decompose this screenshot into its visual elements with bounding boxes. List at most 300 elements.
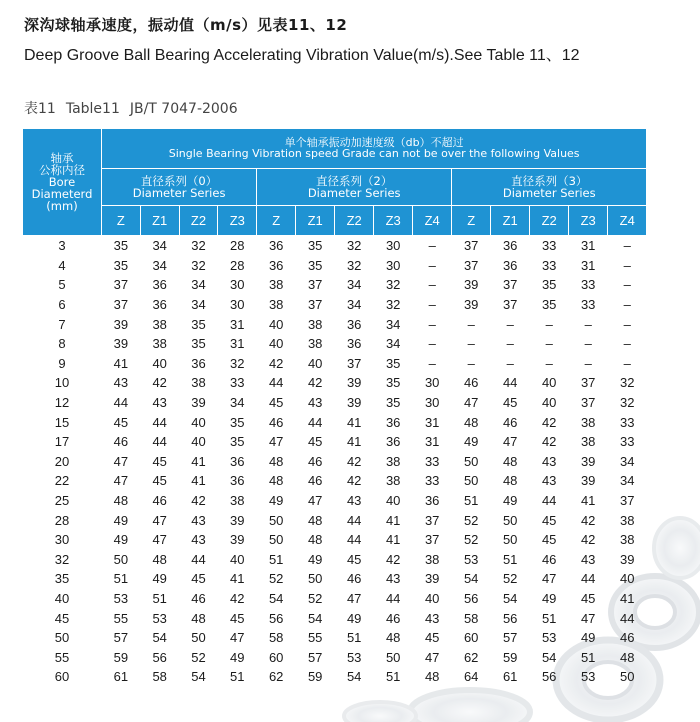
vibration-value-cell: 42 bbox=[191, 493, 206, 509]
vibration-value-cell: 46 bbox=[307, 473, 323, 489]
vibration-value-cell: 38 bbox=[385, 453, 401, 469]
vibration-value-cell: 49 bbox=[268, 493, 284, 509]
vibration-value-cell: 34 bbox=[346, 297, 362, 313]
vibration-value-cell: 32 bbox=[620, 395, 635, 411]
vibration-value-cell: 54 bbox=[191, 669, 206, 685]
table-row bbox=[23, 471, 647, 491]
series-header-cn: 直径系列（2） bbox=[316, 174, 393, 189]
vibration-value-cell: 42 bbox=[541, 414, 557, 430]
vibration-value-cell: 51 bbox=[541, 610, 557, 626]
vibration-value-cell: 45 bbox=[346, 551, 362, 567]
vibration-value-cell: 50 bbox=[191, 630, 206, 646]
bore-diameter-cell: 4 bbox=[58, 257, 66, 273]
vibration-value-cell: 45 bbox=[152, 453, 167, 469]
vibration-value-cell: 45 bbox=[541, 512, 557, 528]
vibration-value-cell: 30 bbox=[424, 375, 440, 391]
vibration-value-cell: 43 bbox=[191, 512, 206, 528]
vibration-value-cell: 55 bbox=[307, 630, 323, 646]
bore-diameter-cell: 10 bbox=[54, 375, 70, 391]
vibration-header-en: Single Bearing Vibration speed Grade can not be over the following Values bbox=[168, 147, 580, 161]
vibration-value-cell: 60 bbox=[463, 630, 479, 646]
table-row bbox=[23, 412, 647, 432]
vibration-value-cell: 40 bbox=[268, 336, 284, 352]
vibration-value-cell: 32 bbox=[191, 238, 206, 254]
vibration-value-cell: 40 bbox=[307, 355, 323, 371]
vibration-value-cell: 44 bbox=[152, 434, 167, 450]
vibration-value-cell: – bbox=[428, 297, 436, 313]
vibration-value-cell: 38 bbox=[152, 316, 167, 332]
vibration-value-cell: 39 bbox=[580, 453, 596, 469]
table-row bbox=[23, 393, 647, 413]
vibration-value-cell: – bbox=[467, 336, 475, 352]
vibration-value-cell: 31 bbox=[424, 434, 440, 450]
vibration-value-cell: 40 bbox=[191, 414, 206, 430]
vibration-value-cell: 49 bbox=[307, 551, 323, 567]
series-2-header bbox=[257, 168, 452, 206]
vibration-value-cell: 43 bbox=[385, 571, 401, 587]
vibration-value-cell: 35 bbox=[541, 277, 557, 293]
vibration-value-cell: 61 bbox=[502, 669, 518, 685]
vibration-value-cell: 40 bbox=[541, 375, 557, 391]
vibration-value-cell: 50 bbox=[268, 532, 284, 548]
vibration-value-cell: 51 bbox=[152, 590, 167, 606]
bore-diameter-cell: 15 bbox=[54, 414, 70, 430]
vibration-value-cell: 51 bbox=[580, 649, 596, 665]
bore-header-line: Diameterd bbox=[31, 187, 93, 202]
vibration-value-cell: 43 bbox=[541, 453, 557, 469]
vibration-value-cell: 54 bbox=[346, 669, 362, 685]
vibration-value-cell: 38 bbox=[152, 336, 167, 352]
vibration-value-cell: 30 bbox=[385, 238, 401, 254]
vibration-value-cell: 35 bbox=[191, 336, 206, 352]
vibration-value-cell: – bbox=[506, 355, 514, 371]
vibration-value-cell: 34 bbox=[385, 316, 401, 332]
vibration-value-cell: 43 bbox=[541, 473, 557, 489]
vibration-value-cell: 37 bbox=[424, 512, 440, 528]
vibration-value-cell: 52 bbox=[307, 590, 323, 606]
vibration-value-cell: – bbox=[545, 316, 553, 332]
vibration-value-cell: 30 bbox=[230, 297, 245, 313]
vibration-value-cell: 50 bbox=[113, 551, 129, 567]
vibration-value-cell: 43 bbox=[113, 375, 129, 391]
vibration-value-cell: – bbox=[623, 297, 631, 313]
vibration-value-cell: 51 bbox=[385, 669, 401, 685]
vibration-value-cell: 39 bbox=[463, 297, 479, 313]
column-header: Z2 bbox=[530, 206, 569, 236]
vibration-value-cell: 34 bbox=[152, 257, 167, 273]
vibration-value-cell: 49 bbox=[463, 434, 479, 450]
vibration-value-cell: 42 bbox=[230, 590, 245, 606]
vibration-value-cell: 56 bbox=[541, 669, 557, 685]
vibration-value-cell: 40 bbox=[385, 493, 401, 509]
vibration-value-cell: – bbox=[623, 238, 631, 254]
vibration-value-cell: 37 bbox=[620, 493, 635, 509]
vibration-value-cell: 48 bbox=[113, 493, 129, 509]
vibration-value-cell: 39 bbox=[346, 375, 362, 391]
bore-diameter-cell: 55 bbox=[54, 649, 70, 665]
vibration-value-cell: 40 bbox=[541, 395, 557, 411]
vibration-value-cell: 41 bbox=[191, 453, 206, 469]
vibration-value-cell: 45 bbox=[541, 532, 557, 548]
vibration-value-cell: 35 bbox=[230, 414, 245, 430]
vibration-value-cell: – bbox=[428, 238, 436, 254]
vibration-value-cell: 32 bbox=[385, 297, 401, 313]
vibration-value-cell: 36 bbox=[424, 493, 440, 509]
vibration-value-cell: – bbox=[623, 355, 631, 371]
vibration-value-cell: 49 bbox=[541, 590, 557, 606]
vibration-value-cell: 64 bbox=[463, 669, 479, 685]
table-caption bbox=[24, 98, 248, 118]
vibration-value-cell: 35 bbox=[230, 434, 245, 450]
vibration-value-cell: 45 bbox=[424, 630, 440, 646]
vibration-value-cell: 33 bbox=[424, 453, 440, 469]
vibration-value-cell: 59 bbox=[113, 649, 129, 665]
vibration-value-cell: 42 bbox=[346, 453, 362, 469]
vibration-value-cell: 41 bbox=[113, 355, 129, 371]
bore-diameter-cell: 3 bbox=[58, 238, 66, 254]
vibration-value-cell: 39 bbox=[580, 473, 596, 489]
vibration-value-cell: 48 bbox=[268, 473, 284, 489]
vibration-value-cell: 50 bbox=[463, 453, 479, 469]
vibration-value-cell: 38 bbox=[580, 434, 596, 450]
vibration-value-cell: 54 bbox=[502, 590, 518, 606]
vibration-value-cell: 48 bbox=[191, 610, 206, 626]
vibration-value-cell: 43 bbox=[152, 395, 167, 411]
vibration-value-cell: 37 bbox=[502, 277, 518, 293]
bore-diameter-cell: 45 bbox=[54, 610, 70, 626]
vibration-value-cell: – bbox=[467, 355, 475, 371]
table-row bbox=[23, 236, 647, 256]
vibration-value-cell: 42 bbox=[580, 512, 596, 528]
vibration-grade-header bbox=[102, 129, 647, 169]
vibration-value-cell: – bbox=[428, 355, 436, 371]
vibration-value-cell: 46 bbox=[463, 375, 479, 391]
vibration-value-cell: 38 bbox=[580, 414, 596, 430]
vibration-value-cell: 40 bbox=[191, 434, 206, 450]
vibration-value-cell: 56 bbox=[152, 649, 167, 665]
bore-diameter-cell: 5 bbox=[58, 277, 66, 293]
vibration-value-cell: 34 bbox=[346, 277, 362, 293]
vibration-value-cell: 59 bbox=[502, 649, 518, 665]
series-header-cn: 直径系列（3） bbox=[511, 174, 588, 189]
column-header: Z bbox=[102, 206, 141, 236]
vibration-value-cell: 48 bbox=[385, 630, 401, 646]
table-row bbox=[23, 432, 647, 452]
vibration-value-cell: 36 bbox=[385, 414, 401, 430]
vibration-value-cell: 57 bbox=[307, 649, 323, 665]
vibration-value-cell: – bbox=[623, 277, 631, 293]
vibration-value-cell: – bbox=[623, 316, 631, 332]
vibration-value-cell: 44 bbox=[502, 375, 518, 391]
table-row bbox=[23, 647, 647, 667]
vibration-value-cell: 41 bbox=[230, 571, 245, 587]
vibration-value-cell: 37 bbox=[307, 297, 323, 313]
vibration-value-cell: 47 bbox=[152, 532, 167, 548]
vibration-value-cell: 49 bbox=[152, 571, 167, 587]
vibration-value-cell: 44 bbox=[346, 532, 362, 548]
table-row bbox=[23, 275, 647, 295]
vibration-value-cell: 34 bbox=[620, 473, 635, 489]
vibration-value-cell: 41 bbox=[385, 532, 401, 548]
column-header: Z3 bbox=[374, 206, 413, 236]
vibration-value-cell: 49 bbox=[113, 512, 129, 528]
vibration-value-cell: 35 bbox=[307, 238, 323, 254]
vibration-value-cell: 39 bbox=[424, 571, 440, 587]
vibration-value-cell: 54 bbox=[541, 649, 557, 665]
vibration-value-cell: 42 bbox=[580, 532, 596, 548]
vibration-value-cell: 36 bbox=[346, 316, 362, 332]
vibration-value-cell: 45 bbox=[113, 414, 129, 430]
vibration-value-cell: – bbox=[623, 257, 631, 273]
vibration-value-cell: 40 bbox=[424, 590, 440, 606]
vibration-value-cell: 37 bbox=[463, 257, 479, 273]
vibration-value-cell: 36 bbox=[152, 297, 167, 313]
vibration-value-cell: 44 bbox=[346, 512, 362, 528]
vibration-value-cell: 47 bbox=[502, 434, 518, 450]
vibration-value-cell: 45 bbox=[152, 473, 167, 489]
table-row bbox=[23, 373, 647, 393]
column-header: Z4 bbox=[608, 206, 647, 236]
bore-header-line: Bore bbox=[48, 174, 76, 189]
vibration-value-cell: 35 bbox=[191, 316, 206, 332]
table-row bbox=[23, 569, 647, 589]
vibration-value-cell: 38 bbox=[230, 493, 245, 509]
table-row bbox=[23, 608, 647, 628]
vibration-value-cell: 59 bbox=[307, 669, 323, 685]
vibration-value-cell: 37 bbox=[580, 395, 596, 411]
column-header: Z1 bbox=[296, 206, 335, 236]
vibration-value-cell: 57 bbox=[113, 630, 129, 646]
vibration-value-cell: 35 bbox=[385, 395, 401, 411]
vibration-value-cell: 35 bbox=[385, 355, 401, 371]
vibration-value-cell: 54 bbox=[463, 571, 479, 587]
vibration-value-cell: 36 bbox=[268, 238, 284, 254]
vibration-value-cell: 44 bbox=[541, 493, 557, 509]
vibration-value-cell: – bbox=[584, 336, 592, 352]
page-title-cn: 深沟球轴承速度，振动值（m/s）见表11、12 bbox=[24, 16, 348, 34]
vibration-value-cell: 47 bbox=[113, 453, 129, 469]
bore-header-line: 轴承 bbox=[50, 150, 74, 165]
bore-header-line: (mm) bbox=[46, 199, 78, 214]
column-header: Z bbox=[452, 206, 491, 236]
vibration-value-cell: 48 bbox=[502, 453, 518, 469]
vibration-value-cell: 36 bbox=[268, 257, 284, 273]
vibration-value-cell: 42 bbox=[541, 434, 557, 450]
table-row bbox=[23, 334, 647, 354]
vibration-value-cell: 49 bbox=[580, 630, 596, 646]
vibration-value-cell: 49 bbox=[502, 493, 518, 509]
vibration-value-cell: 40 bbox=[230, 551, 245, 567]
vibration-value-cell: 51 bbox=[346, 630, 362, 646]
vibration-value-cell: 53 bbox=[580, 669, 596, 685]
vibration-value-cell: 46 bbox=[385, 610, 401, 626]
vibration-value-cell: 47 bbox=[268, 434, 284, 450]
vibration-value-cell: – bbox=[506, 316, 514, 332]
vibration-value-cell: 28 bbox=[230, 257, 245, 273]
vibration-value-cell: 45 bbox=[502, 395, 518, 411]
vibration-value-cell: 42 bbox=[346, 473, 362, 489]
vibration-value-cell: 34 bbox=[230, 395, 245, 411]
vibration-value-cell: 42 bbox=[268, 355, 284, 371]
vibration-value-cell: 41 bbox=[346, 414, 362, 430]
vibration-value-cell: 40 bbox=[620, 571, 635, 587]
vibration-value-cell: 44 bbox=[152, 414, 167, 430]
vibration-value-cell: 45 bbox=[268, 395, 284, 411]
vibration-value-cell: 34 bbox=[191, 297, 206, 313]
table-row bbox=[23, 589, 647, 609]
vibration-value-cell: 34 bbox=[385, 336, 401, 352]
vibration-value-cell: 45 bbox=[580, 590, 596, 606]
vibration-value-cell: 48 bbox=[463, 414, 479, 430]
vibration-value-cell: 48 bbox=[307, 512, 323, 528]
series-header-en: Diameter Series bbox=[132, 186, 226, 201]
bore-diameter-cell: 12 bbox=[54, 395, 70, 411]
vibration-value-cell: 46 bbox=[307, 453, 323, 469]
vibration-value-cell: 58 bbox=[268, 630, 284, 646]
vibration-value-cell: 50 bbox=[463, 473, 479, 489]
vibration-value-cell: 50 bbox=[268, 512, 284, 528]
vibration-value-cell: 57 bbox=[502, 630, 518, 646]
series-header-en: Diameter Series bbox=[307, 186, 401, 201]
table-row bbox=[23, 295, 647, 315]
vibration-value-cell: 49 bbox=[346, 610, 362, 626]
vibration-value-cell: 38 bbox=[620, 512, 635, 528]
vibration-value-cell: 53 bbox=[541, 630, 557, 646]
vibration-value-cell: 39 bbox=[113, 336, 129, 352]
vibration-value-cell: 47 bbox=[152, 512, 167, 528]
vibration-value-cell: 45 bbox=[230, 610, 245, 626]
vibration-value-cell: 44 bbox=[580, 571, 596, 587]
vibration-value-cell: 39 bbox=[620, 551, 635, 567]
vibration-value-cell: – bbox=[428, 277, 436, 293]
vibration-value-cell: 30 bbox=[230, 277, 245, 293]
vibration-value-cell: 62 bbox=[268, 669, 284, 685]
vibration-value-cell: 33 bbox=[580, 277, 596, 293]
vibration-value-cell: 34 bbox=[152, 238, 167, 254]
vibration-value-cell: 48 bbox=[424, 669, 440, 685]
vibration-value-cell: 53 bbox=[463, 551, 479, 567]
bore-diameter-cell: 35 bbox=[54, 571, 70, 587]
vibration-value-cell: 44 bbox=[268, 375, 284, 391]
vibration-value-cell: 42 bbox=[385, 551, 401, 567]
vibration-value-cell: 40 bbox=[152, 355, 167, 371]
vibration-value-cell: 33 bbox=[580, 297, 596, 313]
vibration-value-cell: 32 bbox=[620, 375, 635, 391]
bore-diameter-cell: 30 bbox=[54, 532, 70, 548]
vibration-value-cell: 48 bbox=[307, 532, 323, 548]
vibration-value-cell: 35 bbox=[113, 257, 129, 273]
table-body bbox=[23, 236, 647, 687]
vibration-value-cell: 35 bbox=[113, 238, 129, 254]
vibration-value-cell: 47 bbox=[346, 590, 362, 606]
vibration-value-cell: – bbox=[506, 336, 514, 352]
table-row bbox=[23, 510, 647, 530]
vibration-value-cell: 33 bbox=[424, 473, 440, 489]
column-header: Z2 bbox=[179, 206, 218, 236]
vibration-value-cell: 51 bbox=[502, 551, 518, 567]
vibration-value-cell: 39 bbox=[463, 277, 479, 293]
vibration-value-cell: 41 bbox=[191, 473, 206, 489]
vibration-value-cell: 37 bbox=[502, 297, 518, 313]
bore-diameter-cell: 32 bbox=[54, 551, 70, 567]
vibration-value-cell: 49 bbox=[113, 532, 129, 548]
table-row bbox=[23, 354, 647, 374]
bore-diameter-cell: 28 bbox=[54, 512, 70, 528]
bore-diameter-cell: 6 bbox=[58, 297, 66, 313]
table-row bbox=[23, 314, 647, 334]
vibration-value-cell: 36 bbox=[230, 453, 245, 469]
column-header: Z bbox=[257, 206, 296, 236]
vibration-value-cell: 34 bbox=[620, 453, 635, 469]
vibration-value-cell: 58 bbox=[152, 669, 167, 685]
vibration-value-cell: 37 bbox=[113, 277, 129, 293]
vibration-value-cell: – bbox=[545, 336, 553, 352]
bore-header-line: 公称内径 bbox=[39, 162, 85, 177]
vibration-value-cell: 38 bbox=[191, 375, 206, 391]
vibration-value-cell: 43 bbox=[307, 395, 323, 411]
bore-diameter-cell: 8 bbox=[58, 336, 66, 352]
vibration-value-cell: 40 bbox=[268, 316, 284, 332]
vibration-value-cell: 58 bbox=[463, 610, 479, 626]
vibration-value-cell: 41 bbox=[385, 512, 401, 528]
vibration-value-cell: 41 bbox=[620, 590, 635, 606]
bore-diameter-cell: 60 bbox=[54, 669, 70, 685]
vibration-value-cell: 46 bbox=[191, 590, 206, 606]
vibration-value-cell: 52 bbox=[268, 571, 284, 587]
vibration-value-cell: 48 bbox=[152, 551, 167, 567]
vibration-value-cell: 30 bbox=[424, 395, 440, 411]
vibration-value-cell: 54 bbox=[307, 610, 323, 626]
bore-diameter-cell: 9 bbox=[58, 355, 66, 371]
vibration-value-cell: 38 bbox=[620, 532, 635, 548]
column-header: Z2 bbox=[335, 206, 374, 236]
vibration-value-cell: 44 bbox=[307, 414, 323, 430]
vibration-value-cell: 46 bbox=[113, 434, 129, 450]
table-row bbox=[23, 452, 647, 472]
vibration-value-cell: 47 bbox=[230, 630, 245, 646]
vibration-value-cell: 47 bbox=[541, 571, 557, 587]
vibration-value-cell: 47 bbox=[307, 493, 323, 509]
vibration-value-cell: 37 bbox=[113, 297, 129, 313]
vibration-value-cell: 36 bbox=[385, 434, 401, 450]
vibration-value-cell: – bbox=[584, 316, 592, 332]
table-row bbox=[23, 667, 647, 687]
vibration-value-cell: 47 bbox=[113, 473, 129, 489]
bore-diameter-cell: 7 bbox=[58, 316, 66, 332]
vibration-value-cell: 31 bbox=[580, 257, 596, 273]
series-header-cn: 直径系列（0） bbox=[140, 174, 218, 189]
vibration-value-cell: 33 bbox=[541, 238, 557, 254]
series-0-header bbox=[102, 168, 257, 206]
vibration-value-cell: 46 bbox=[502, 414, 518, 430]
vibration-header-cn: 单个轴承振动加速度级（db）不超过 bbox=[284, 135, 464, 149]
vibration-value-cell: 38 bbox=[424, 551, 440, 567]
vibration-value-cell: 61 bbox=[113, 669, 129, 685]
vibration-value-cell: 34 bbox=[191, 277, 206, 293]
vibration-value-cell: 31 bbox=[230, 316, 245, 332]
vibration-value-cell: 43 bbox=[580, 551, 596, 567]
vibration-value-cell: 36 bbox=[191, 355, 206, 371]
vibration-value-cell: 48 bbox=[620, 649, 635, 665]
vibration-value-cell: 50 bbox=[502, 532, 518, 548]
series-3-header bbox=[452, 168, 647, 206]
vibration-value-cell: 46 bbox=[541, 551, 557, 567]
vibration-value-cell: 38 bbox=[307, 336, 323, 352]
vibration-value-cell: 51 bbox=[230, 669, 245, 685]
vibration-value-cell: 46 bbox=[346, 571, 362, 587]
vibration-value-cell: 31 bbox=[580, 238, 596, 254]
column-header: Z3 bbox=[569, 206, 608, 236]
